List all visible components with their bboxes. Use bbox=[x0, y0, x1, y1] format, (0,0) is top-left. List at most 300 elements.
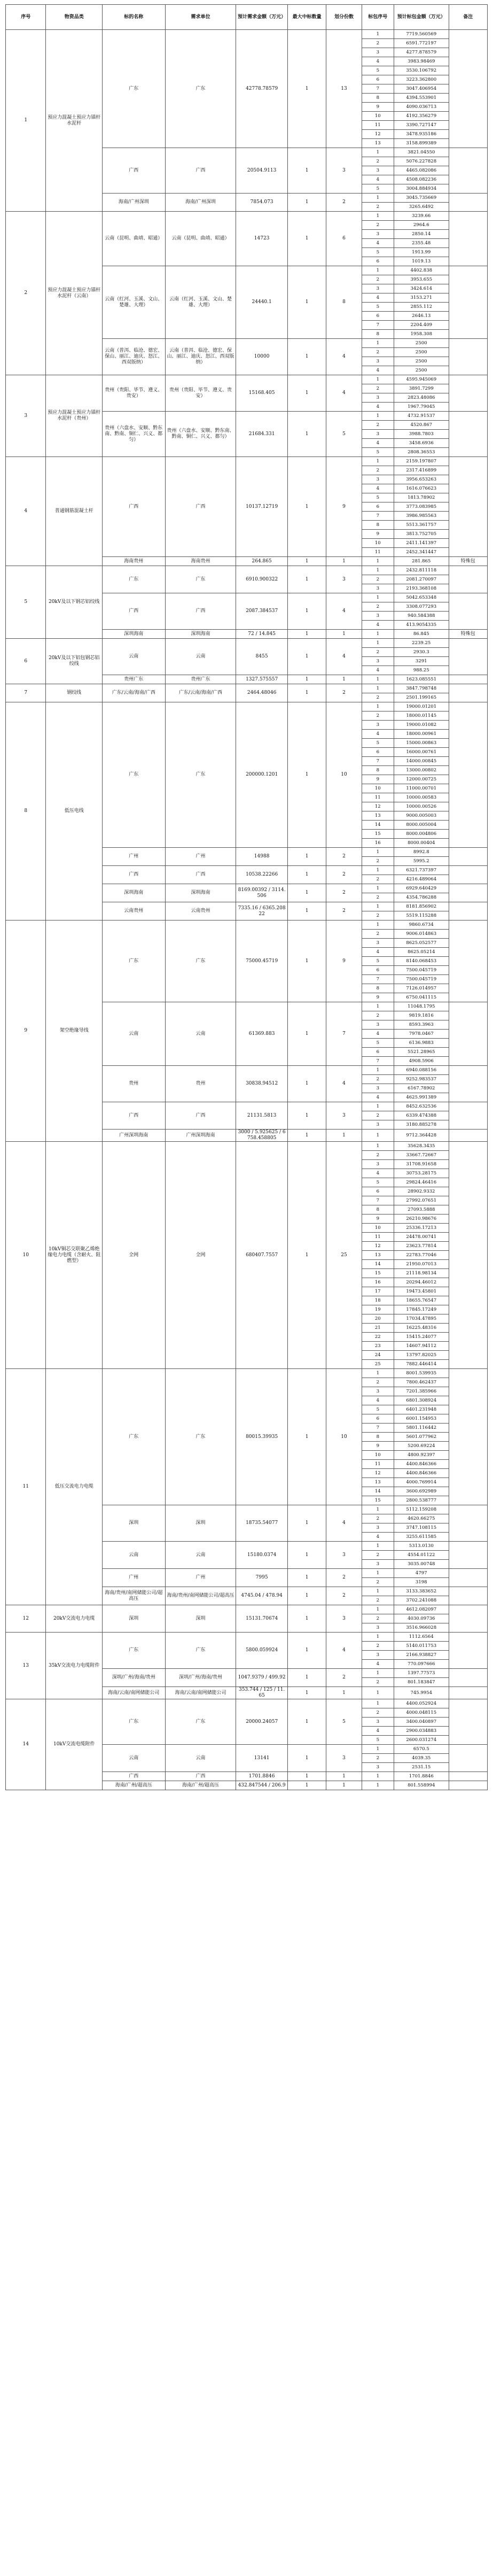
sub-no: 3 bbox=[362, 284, 394, 293]
demand-amount: 353.744 / 125 / 11.65 bbox=[236, 1687, 288, 1699]
sub-amount: 31708.91658 bbox=[394, 1160, 449, 1169]
sub-no: 3 bbox=[362, 1763, 394, 1772]
sub-no: 15 bbox=[362, 830, 394, 839]
sub-no: 2 bbox=[362, 39, 394, 48]
sub-no: 8 bbox=[362, 1205, 394, 1214]
sub-no: 4 bbox=[362, 948, 394, 957]
demand-amount: 15168.405 bbox=[236, 375, 288, 412]
sub-no: 1 bbox=[362, 1569, 394, 1578]
share-count: 2 bbox=[326, 902, 362, 920]
sub-amount: 3180.885278 bbox=[394, 1120, 449, 1130]
note bbox=[449, 266, 487, 339]
demand-amount: 1701.8846 bbox=[236, 1772, 288, 1781]
target-name: 广东/云南/海南/广西 bbox=[102, 684, 165, 702]
share-count: 3 bbox=[326, 1542, 362, 1569]
sub-amount: 770.097666 bbox=[394, 1660, 449, 1669]
sub-no: 7 bbox=[362, 757, 394, 766]
sub-no: 8 bbox=[362, 766, 394, 775]
share-count: 1 bbox=[326, 630, 362, 639]
sub-amount: 19000.01082 bbox=[394, 721, 449, 730]
target-name: 云南 bbox=[102, 639, 165, 675]
sub-no: 14 bbox=[362, 1260, 394, 1269]
sub-amount: 5313.0130 bbox=[394, 1542, 449, 1551]
sub-no: 2 bbox=[362, 1011, 394, 1020]
target-name: 云南贵州 bbox=[102, 902, 165, 920]
demand-amount: 80015.39935 bbox=[236, 1369, 288, 1505]
group-category: 预应力混凝土预应力锚杆水泥杆（贵州） bbox=[46, 375, 103, 457]
sub-no: 5 bbox=[362, 493, 394, 502]
sub-no: 2 bbox=[362, 693, 394, 702]
sub-no: 4 bbox=[362, 175, 394, 184]
max-win-count: 1 bbox=[287, 1772, 326, 1781]
header-note: 备注 bbox=[449, 5, 487, 30]
share-count: 5 bbox=[326, 1699, 362, 1745]
group-category: 10kV交流电缆附件 bbox=[46, 1699, 103, 1790]
share-count: 3 bbox=[326, 566, 362, 593]
sub-amount: 17845.17249 bbox=[394, 1305, 449, 1314]
sub-amount: 1813.78902 bbox=[394, 493, 449, 502]
sub-amount: 11000.00701 bbox=[394, 784, 449, 793]
demand-amount: 2464.48046 bbox=[236, 684, 288, 702]
sub-no: 7 bbox=[362, 1057, 394, 1066]
sub-no: 1 bbox=[362, 557, 394, 566]
sub-amount: 5042.653348 bbox=[394, 593, 449, 602]
sub-amount: 7500.045719 bbox=[394, 966, 449, 975]
sub-amount: 4000.769914 bbox=[394, 1478, 449, 1487]
demand-unit: 海南贵州 bbox=[165, 557, 236, 566]
sub-amount: 3255.611585 bbox=[394, 1533, 449, 1542]
sub-amount: 4520.867 bbox=[394, 421, 449, 430]
group-seq: 10 bbox=[6, 1142, 46, 1369]
sub-no: 3 bbox=[362, 1560, 394, 1569]
demand-amount: 13141 bbox=[236, 1745, 288, 1772]
sub-no: 14 bbox=[362, 821, 394, 830]
max-win-count: 1 bbox=[287, 1569, 326, 1587]
sub-no: 1 bbox=[362, 194, 394, 203]
demand-unit: 深圳 bbox=[165, 1605, 236, 1633]
sub-amount: 1958.308 bbox=[394, 330, 449, 339]
note bbox=[449, 566, 487, 593]
sub-no: 3 bbox=[362, 1160, 394, 1169]
sub-no: 13 bbox=[362, 139, 394, 148]
sub-amount: 2501.199165 bbox=[394, 693, 449, 702]
sub-no: 3 bbox=[362, 1523, 394, 1533]
sub-amount: 745.9954 bbox=[394, 1687, 449, 1699]
max-win-count: 1 bbox=[287, 1781, 326, 1790]
sub-amount: 6167.78902 bbox=[394, 1084, 449, 1093]
sub-amount: 4400.052924 bbox=[394, 1699, 449, 1708]
demand-unit: 广西 bbox=[165, 1102, 236, 1130]
sub-amount: 6750.041115 bbox=[394, 993, 449, 1002]
sub-amount: 9860.6734 bbox=[394, 920, 449, 930]
sub-amount: 4797 bbox=[394, 1569, 449, 1578]
target-name: 广西 bbox=[102, 1772, 165, 1781]
note bbox=[449, 920, 487, 1002]
note bbox=[449, 194, 487, 212]
share-count: 1 bbox=[326, 675, 362, 684]
sub-amount: 4277.878579 bbox=[394, 48, 449, 57]
demand-amount: 6910.900322 bbox=[236, 566, 288, 593]
sub-no: 19 bbox=[362, 1305, 394, 1314]
demand-unit: 海南/广州深圳 bbox=[165, 194, 236, 212]
header-category: 物资品类 bbox=[46, 5, 103, 30]
target-name: 深圳 bbox=[102, 1505, 165, 1542]
max-win-count: 1 bbox=[287, 1002, 326, 1066]
note bbox=[449, 1002, 487, 1066]
group-category: 20kV及以下铝包钢芯铝绞线 bbox=[46, 639, 103, 684]
sub-amount: 18000.01145 bbox=[394, 711, 449, 721]
sub-no: 5 bbox=[362, 1736, 394, 1745]
note bbox=[449, 375, 487, 412]
table-row bbox=[6, 1142, 488, 1151]
max-win-count: 1 bbox=[287, 684, 326, 702]
demand-unit: 深圳海南 bbox=[165, 630, 236, 639]
sub-amount: 8000.00404 bbox=[394, 839, 449, 848]
sub-amount: 3239.66 bbox=[394, 212, 449, 221]
note bbox=[449, 339, 487, 375]
sub-no: 8 bbox=[362, 1433, 394, 1442]
header-seq: 序号 bbox=[6, 5, 46, 30]
sub-no: 2 bbox=[362, 348, 394, 357]
sub-no: 1 bbox=[362, 684, 394, 693]
note bbox=[449, 212, 487, 266]
demand-amount: 5800.059924 bbox=[236, 1633, 288, 1669]
sub-no: 25 bbox=[362, 1360, 394, 1369]
sub-amount: 14000.00845 bbox=[394, 757, 449, 766]
sub-amount: 8992.8 bbox=[394, 848, 449, 857]
sub-amount: 3516.966028 bbox=[394, 1623, 449, 1633]
sub-amount: 281.865 bbox=[394, 557, 449, 566]
group-category: 20kV及以下钢芯铝绞线 bbox=[46, 566, 103, 639]
demand-amount: 20504.9113 bbox=[236, 148, 288, 194]
note bbox=[449, 1102, 487, 1130]
sub-no: 3 bbox=[362, 939, 394, 948]
sub-no: 2 bbox=[362, 930, 394, 939]
sub-no: 5 bbox=[362, 248, 394, 257]
target-name: 云南（红河、玉溪、文山、楚雄、大理） bbox=[102, 266, 165, 339]
sub-amount: 5140.011753 bbox=[394, 1642, 449, 1651]
sub-amount: 25336.17213 bbox=[394, 1224, 449, 1233]
demand-unit: 云南 bbox=[165, 1745, 236, 1772]
demand-unit: 广东 bbox=[165, 30, 236, 148]
target-name: 贵州（贵阳、毕节、遵义、贵安） bbox=[102, 375, 165, 412]
sub-amount: 5200.69224 bbox=[394, 1442, 449, 1451]
table-row bbox=[6, 702, 488, 711]
sub-no: 3 bbox=[362, 1020, 394, 1030]
demand-unit: 广东 bbox=[165, 1699, 236, 1745]
target-name: 广东 bbox=[102, 1699, 165, 1745]
note bbox=[449, 1542, 487, 1569]
sub-no: 9 bbox=[362, 1442, 394, 1451]
sub-amount: 2855.112 bbox=[394, 303, 449, 312]
demand-amount: 432.847544 / 206.9 bbox=[236, 1781, 288, 1790]
note bbox=[449, 1066, 487, 1102]
sub-no: 1 bbox=[362, 1605, 394, 1614]
sub-amount: 7201.385966 bbox=[394, 1387, 449, 1396]
sub-amount: 3478.935186 bbox=[394, 130, 449, 139]
sub-amount: 4465.082086 bbox=[394, 166, 449, 175]
sub-no: 13 bbox=[362, 811, 394, 821]
sub-no: 8 bbox=[362, 330, 394, 339]
demand-amount: 10137.12719 bbox=[236, 457, 288, 557]
group-category: 20kV交流电力电缆 bbox=[46, 1605, 103, 1633]
target-name: 深圳 bbox=[102, 1605, 165, 1633]
sub-amount: 8181.856902 bbox=[394, 902, 449, 911]
note bbox=[449, 1699, 487, 1745]
sub-amount: 3047.406954 bbox=[394, 84, 449, 94]
demand-amount: 1047.9379 / 499.92 bbox=[236, 1669, 288, 1687]
sub-amount: 2159.197807 bbox=[394, 457, 449, 466]
table-row bbox=[6, 1633, 488, 1642]
share-count: 6 bbox=[326, 212, 362, 266]
sub-no: 7 bbox=[362, 321, 394, 330]
sub-amount: 6136.9883 bbox=[394, 1039, 449, 1048]
demand-amount: 10538.22266 bbox=[236, 866, 288, 884]
demand-amount: 7995 bbox=[236, 1569, 288, 1587]
sub-no: 3 bbox=[362, 393, 394, 403]
note bbox=[449, 902, 487, 920]
sub-no: 1 bbox=[362, 593, 394, 602]
sub-no: 9 bbox=[362, 1214, 394, 1224]
sub-amount: 2452.341447 bbox=[394, 548, 449, 557]
sub-no: 3 bbox=[362, 230, 394, 239]
max-win-count: 1 bbox=[287, 1605, 326, 1633]
sub-amount: 27093.5888 bbox=[394, 1205, 449, 1214]
sub-no: 24 bbox=[362, 1351, 394, 1360]
sub-amount: 3158.899389 bbox=[394, 139, 449, 148]
sub-no: 4 bbox=[362, 403, 394, 412]
sub-amount: 2411.141397 bbox=[394, 539, 449, 548]
target-name: 云南（普洱、临沧、德宏、保山、丽江、迪庆、怒江、西双版纳） bbox=[102, 339, 165, 375]
sub-no: 8 bbox=[362, 94, 394, 103]
sub-no: 7 bbox=[362, 84, 394, 94]
demand-amount: 2087.384537 bbox=[236, 593, 288, 630]
demand-amount: 264.865 bbox=[236, 557, 288, 566]
sub-amount: 5601.077962 bbox=[394, 1433, 449, 1442]
sub-no: 4 bbox=[362, 1396, 394, 1405]
sub-amount: 20294.46012 bbox=[394, 1278, 449, 1287]
share-count: 10 bbox=[326, 1369, 362, 1505]
demand-unit: 贵州 bbox=[165, 1066, 236, 1102]
share-count: 9 bbox=[326, 457, 362, 557]
share-count: 8 bbox=[326, 266, 362, 339]
target-name: 海南/广州深圳 bbox=[102, 194, 165, 212]
sub-no: 1 bbox=[362, 1699, 394, 1708]
sub-amount: 2317.416899 bbox=[394, 466, 449, 475]
demand-unit: 云南贵州 bbox=[165, 902, 236, 920]
sub-no: 5 bbox=[362, 957, 394, 966]
sub-amount: 10000.00526 bbox=[394, 802, 449, 811]
max-win-count: 1 bbox=[287, 1587, 326, 1605]
sub-amount: 5076.227828 bbox=[394, 157, 449, 166]
demand-unit: 海南/广州/超高压 bbox=[165, 1781, 236, 1790]
sub-amount: 4000.048115 bbox=[394, 1708, 449, 1718]
share-count: 7 bbox=[326, 1002, 362, 1066]
sub-no: 2 bbox=[362, 1551, 394, 1560]
table-row bbox=[6, 1605, 488, 1614]
sub-no: 16 bbox=[362, 839, 394, 848]
note bbox=[449, 1587, 487, 1605]
sub-amount: 1019.13 bbox=[394, 257, 449, 266]
sub-amount: 4400.846366 bbox=[394, 1469, 449, 1478]
sub-amount: 1623.085551 bbox=[394, 675, 449, 684]
note bbox=[449, 866, 487, 884]
sub-amount: 1967.79045 bbox=[394, 403, 449, 412]
sub-no: 20 bbox=[362, 1314, 394, 1324]
max-win-count: 1 bbox=[287, 1066, 326, 1102]
sub-no: 1 bbox=[362, 566, 394, 575]
sub-no: 1 bbox=[362, 675, 394, 684]
sub-no: 1 bbox=[362, 1542, 394, 1551]
sub-amount: 6801.308924 bbox=[394, 1396, 449, 1405]
sub-amount: 2204.409 bbox=[394, 321, 449, 330]
sub-no: 8 bbox=[362, 984, 394, 993]
share-count: 2 bbox=[326, 684, 362, 702]
demand-amount: 7335.16 / 6365.20822 bbox=[236, 902, 288, 920]
max-win-count: 1 bbox=[287, 457, 326, 557]
sub-no: 3 bbox=[362, 1120, 394, 1130]
max-win-count: 1 bbox=[287, 1505, 326, 1542]
sub-no: 11 bbox=[362, 1460, 394, 1469]
target-name: 贵州广东 bbox=[102, 675, 165, 684]
demand-amount: 4745.04 / 478.94 bbox=[236, 1587, 288, 1605]
sub-amount: 3458.6936 bbox=[394, 439, 449, 448]
sub-no: 6 bbox=[362, 257, 394, 266]
share-count: 3 bbox=[326, 148, 362, 194]
sub-no: 3 bbox=[362, 1651, 394, 1660]
sub-amount: 5513.361757 bbox=[394, 521, 449, 530]
header-name: 标的名称 bbox=[102, 5, 165, 30]
demand-unit: 广东 bbox=[165, 566, 236, 593]
demand-amount: 200000.1201 bbox=[236, 702, 288, 848]
share-count: 1 bbox=[326, 1781, 362, 1790]
sub-amount: 19473.45801 bbox=[394, 1287, 449, 1296]
demand-unit: 广西 bbox=[165, 457, 236, 557]
sub-amount: 6001.154953 bbox=[394, 1414, 449, 1424]
note bbox=[449, 1745, 487, 1772]
sub-no: 10 bbox=[362, 784, 394, 793]
sub-amount: 3004.884934 bbox=[394, 184, 449, 194]
sub-amount: 988.25 bbox=[394, 666, 449, 675]
demand-unit: 云南 bbox=[165, 1542, 236, 1569]
demand-unit: 云南（昆明、曲靖、昭通） bbox=[165, 212, 236, 266]
demand-amount: 8169.00392 / 3114.506 bbox=[236, 884, 288, 902]
table-row bbox=[6, 920, 488, 930]
sub-no: 2 bbox=[362, 1596, 394, 1605]
share-count: 9 bbox=[326, 920, 362, 1002]
share-count: 1 bbox=[326, 1772, 362, 1781]
sub-amount: 3953.655 bbox=[394, 275, 449, 284]
demand-amount: 15131.70674 bbox=[236, 1605, 288, 1633]
table-row bbox=[6, 639, 488, 648]
group-seq: 14 bbox=[6, 1699, 46, 1790]
group-seq: 12 bbox=[6, 1605, 46, 1633]
sub-amount: 8625.05214 bbox=[394, 948, 449, 957]
sub-amount: 413.9054335 bbox=[394, 621, 449, 630]
demand-amount: 61369.883 bbox=[236, 1002, 288, 1066]
demand-amount: 24440.1 bbox=[236, 266, 288, 339]
table-body bbox=[6, 30, 488, 1790]
sub-no: 1 bbox=[362, 412, 394, 421]
group-seq: 7 bbox=[6, 684, 46, 702]
sub-amount: 9712.364428 bbox=[394, 1130, 449, 1142]
sub-amount: 6570.5 bbox=[394, 1745, 449, 1754]
sub-amount: 10000.00583 bbox=[394, 793, 449, 802]
sub-no: 6 bbox=[362, 1187, 394, 1196]
sub-amount: 9252.983537 bbox=[394, 1075, 449, 1084]
sub-amount: 3223.362800 bbox=[394, 75, 449, 84]
sub-no: 11 bbox=[362, 1233, 394, 1242]
header-unit: 需求单位 bbox=[165, 5, 236, 30]
procurement-table bbox=[5, 4, 488, 1790]
target-name: 深圳海南 bbox=[102, 630, 165, 639]
group-seq: 4 bbox=[6, 457, 46, 566]
max-win-count: 1 bbox=[287, 1687, 326, 1699]
group-seq: 5 bbox=[6, 566, 46, 639]
sub-no: 1 bbox=[362, 1505, 394, 1514]
sub-no: 5 bbox=[362, 448, 394, 457]
demand-unit: 深圳/广州/海南/贵州 bbox=[165, 1669, 236, 1687]
demand-amount: 21131.5813 bbox=[236, 1102, 288, 1130]
target-name: 云南（昆明、曲靖、昭通） bbox=[102, 212, 165, 266]
sub-no: 2 bbox=[362, 875, 394, 884]
sub-no: 10 bbox=[362, 1451, 394, 1460]
sub-no: 7 bbox=[362, 975, 394, 984]
sub-amount: 3988.7803 bbox=[394, 430, 449, 439]
target-name: 贵州 bbox=[102, 1066, 165, 1102]
target-name: 深圳海南 bbox=[102, 884, 165, 902]
sub-amount: 24478.00741 bbox=[394, 1233, 449, 1242]
note bbox=[449, 675, 487, 684]
sub-no: 6 bbox=[362, 1048, 394, 1057]
sub-amount: 26210.98676 bbox=[394, 1214, 449, 1224]
sub-no: 5 bbox=[362, 1178, 394, 1187]
share-count: 4 bbox=[326, 1066, 362, 1102]
note bbox=[449, 1569, 487, 1587]
max-win-count: 1 bbox=[287, 675, 326, 684]
sub-no: 3 bbox=[362, 1718, 394, 1727]
sub-amount: 30753.28175 bbox=[394, 1169, 449, 1178]
sub-amount: 3198 bbox=[394, 1578, 449, 1587]
group-category: 低压电线 bbox=[46, 702, 103, 920]
note bbox=[449, 412, 487, 457]
sub-no: 15 bbox=[362, 1496, 394, 1505]
sub-no: 2 bbox=[362, 711, 394, 721]
sub-amount: 33667.72667 bbox=[394, 1151, 449, 1160]
group-seq: 9 bbox=[6, 920, 46, 1142]
sub-no: 5 bbox=[362, 739, 394, 748]
max-win-count: 1 bbox=[287, 412, 326, 457]
sub-amount: 4620.66275 bbox=[394, 1514, 449, 1523]
sub-no: 1 bbox=[362, 30, 394, 39]
demand-unit: 广东/云南/海南/广西 bbox=[165, 684, 236, 702]
group-seq: 3 bbox=[6, 375, 46, 457]
table-row bbox=[6, 1369, 488, 1378]
share-count: 3 bbox=[326, 1605, 362, 1633]
sub-amount: 940.584388 bbox=[394, 612, 449, 621]
sub-amount: 15000.00863 bbox=[394, 739, 449, 748]
share-count: 1 bbox=[326, 1687, 362, 1699]
demand-unit: 广西 bbox=[165, 593, 236, 630]
share-count: 13 bbox=[326, 30, 362, 148]
sub-no: 1 bbox=[362, 1130, 394, 1142]
sub-amount: 8593.3963 bbox=[394, 1020, 449, 1030]
sub-amount: 16225.48316 bbox=[394, 1324, 449, 1333]
demand-amount: 14723 bbox=[236, 212, 288, 266]
target-name: 云南 bbox=[102, 1002, 165, 1066]
target-name: 广州 bbox=[102, 1569, 165, 1587]
sub-no: 10 bbox=[362, 112, 394, 121]
